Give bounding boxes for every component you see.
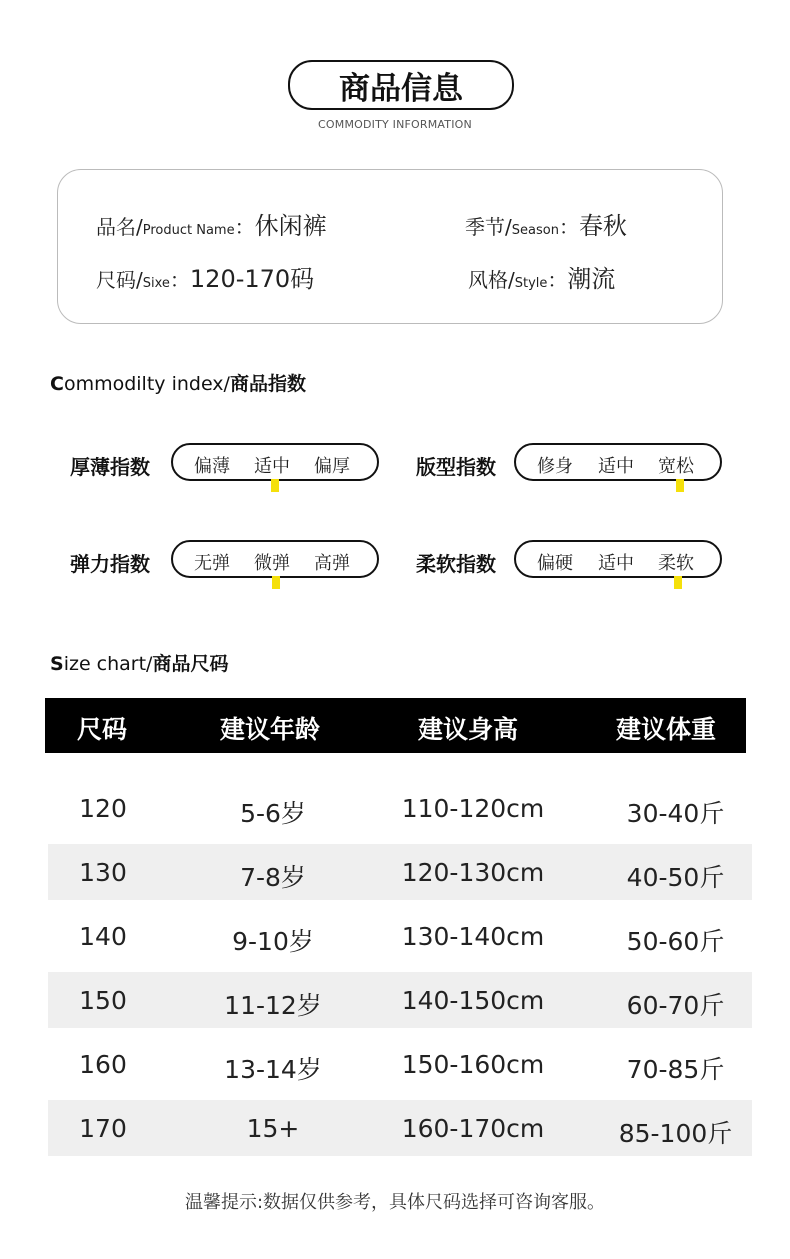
cell-age: 9-10岁 xyxy=(232,927,314,956)
table-row xyxy=(48,1100,752,1156)
index-label-softness: 柔软指数 xyxy=(416,552,496,576)
index-scale-fit xyxy=(514,443,722,481)
style-label-zh: 风格 xyxy=(468,268,508,292)
cell-age: 13-14岁 xyxy=(224,1055,322,1084)
index-scale-elasticity xyxy=(171,540,379,578)
product-name-line xyxy=(96,206,327,241)
size-label-zh: 尺码 xyxy=(96,268,136,292)
heading-initial: S xyxy=(50,653,64,675)
cell-weight: 30-40斤 xyxy=(626,799,725,828)
product-name-value: 休闲裤 xyxy=(254,212,327,240)
size-label-en: Sixe xyxy=(142,276,170,291)
cell-height: 140-150cm xyxy=(401,986,545,1015)
season-label-zh: 季节 xyxy=(465,215,505,239)
selected-marker xyxy=(272,576,280,589)
separator: / xyxy=(505,215,512,239)
colon: ： xyxy=(169,268,190,292)
size-section-heading xyxy=(50,649,228,676)
cell-height: 160-170cm xyxy=(401,1114,545,1143)
heading-zh: 商品指数 xyxy=(229,373,306,395)
cell-height: 120-130cm xyxy=(401,858,545,887)
index-option: 适中 xyxy=(598,456,634,477)
cell-size: 150 xyxy=(79,986,127,1015)
cell-weight: 40-50斤 xyxy=(626,863,725,892)
colon: ： xyxy=(558,215,579,239)
column-header: 建议身高 xyxy=(418,715,519,744)
selected-marker xyxy=(271,479,279,492)
heading-text: ize chart/ xyxy=(63,653,153,675)
heading-initial: C xyxy=(50,373,64,395)
cell-weight: 70-85斤 xyxy=(626,1055,725,1084)
cell-age: 11-12岁 xyxy=(224,991,322,1020)
cell-height: 110-120cm xyxy=(401,794,545,823)
cell-weight: 60-70斤 xyxy=(626,991,725,1020)
cell-size: 140 xyxy=(79,922,127,951)
season-label-en: Season xyxy=(511,223,559,238)
index-option: 微弹 xyxy=(254,553,290,574)
cell-weight: 50-60斤 xyxy=(626,927,725,956)
cell-height: 150-160cm xyxy=(401,1050,545,1079)
index-option: 宽松 xyxy=(658,456,694,477)
heading-zh: 商品尺码 xyxy=(152,653,229,675)
table-row xyxy=(48,1036,752,1092)
cell-size: 160 xyxy=(79,1050,127,1079)
cell-size: 170 xyxy=(79,1114,127,1143)
product-name-label-en: Product Name xyxy=(142,223,235,238)
separator: / xyxy=(136,215,143,239)
size-line xyxy=(96,259,314,294)
index-option: 适中 xyxy=(598,553,634,574)
page-subtitle: COMMODITY INFORMATION xyxy=(318,118,472,131)
page-title: 商品信息 xyxy=(288,60,514,110)
table-row xyxy=(48,780,752,836)
style-line xyxy=(468,259,615,294)
index-option: 适中 xyxy=(254,456,290,477)
index-label-fit: 版型指数 xyxy=(416,455,496,479)
product-name-label-zh: 品名 xyxy=(96,215,136,239)
index-scale-softness xyxy=(514,540,722,578)
cell-height: 130-140cm xyxy=(401,922,545,951)
index-section-heading xyxy=(50,369,306,396)
season-line xyxy=(465,206,627,241)
table-row xyxy=(48,844,752,900)
cell-size: 130 xyxy=(79,858,127,887)
index-option: 无弹 xyxy=(194,553,230,574)
colon: ： xyxy=(234,215,255,239)
index-option: 柔软 xyxy=(658,553,694,574)
size-table-header xyxy=(45,698,746,753)
colon: ： xyxy=(547,268,568,292)
cell-age: 15+ xyxy=(246,1114,300,1143)
table-row xyxy=(48,972,752,1028)
cell-age: 7-8岁 xyxy=(240,863,306,892)
cell-age: 5-6岁 xyxy=(240,799,306,828)
index-scale-thickness xyxy=(171,443,379,481)
selected-marker xyxy=(674,576,682,589)
column-header: 尺码 xyxy=(77,715,128,744)
product-info-box xyxy=(57,169,723,324)
separator: / xyxy=(136,268,143,292)
index-label-thickness: 厚薄指数 xyxy=(70,455,150,479)
size-tip-note: 温馨提示:数据仅供参考，具体尺码选择可咨询客服。 xyxy=(184,1192,606,1213)
table-row xyxy=(48,908,752,964)
index-option: 偏薄 xyxy=(194,456,230,477)
cell-size: 120 xyxy=(79,794,127,823)
index-option: 高弹 xyxy=(314,553,350,574)
selected-marker xyxy=(676,479,684,492)
season-value: 春秋 xyxy=(578,212,627,240)
index-label-elasticity: 弹力指数 xyxy=(70,552,150,576)
size-value: 120-170码 xyxy=(189,265,315,293)
column-header: 建议体重 xyxy=(616,715,717,744)
index-option: 偏硬 xyxy=(537,553,573,574)
heading-text: ommodilty index/ xyxy=(63,373,230,395)
cell-weight: 85-100斤 xyxy=(618,1119,733,1148)
style-label-en: Style xyxy=(514,276,548,291)
separator: / xyxy=(508,268,515,292)
column-header: 建议年龄 xyxy=(220,715,321,744)
style-value: 潮流 xyxy=(567,265,616,293)
index-option: 修身 xyxy=(537,456,573,477)
index-option: 偏厚 xyxy=(314,456,350,477)
